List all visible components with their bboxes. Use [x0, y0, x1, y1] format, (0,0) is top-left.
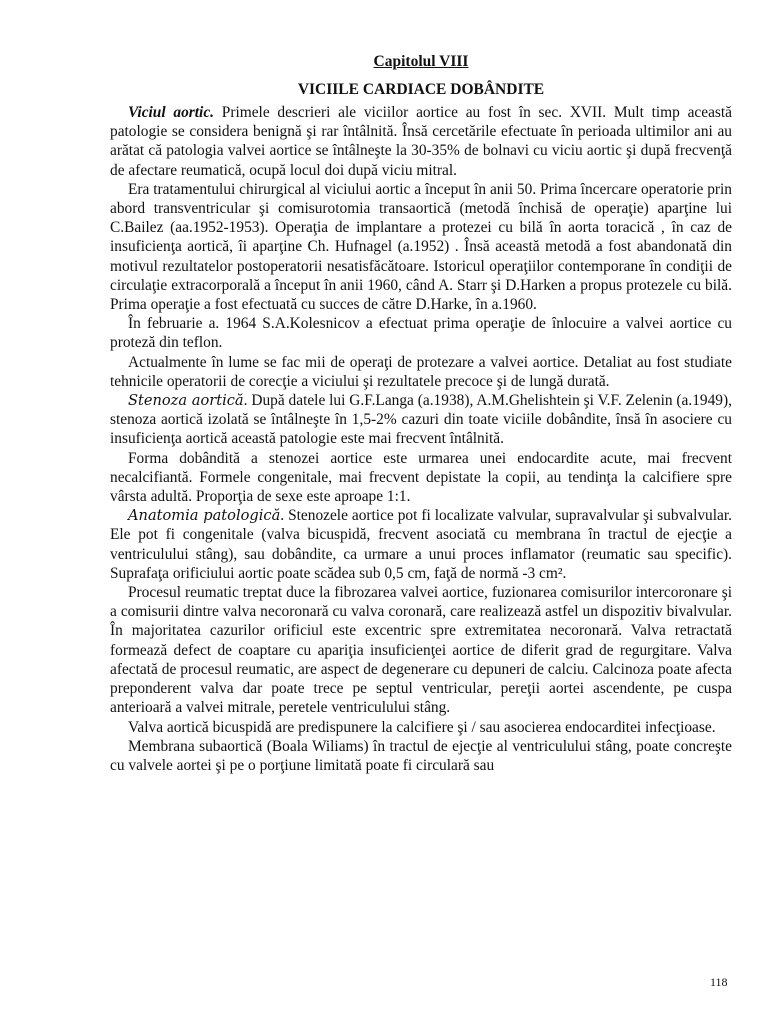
paragraph-lead: Viciul aortic. — [128, 104, 215, 121]
paragraph-subaortic-membrane: Membrana subaortică (Boala Wiliams) în tractul de ejecţie al ventriculului stâng, poate concreşte cu valvele aortei şi pe o porţiune limitată poate fi circulară sau — [110, 737, 732, 774]
paragraph-text: . Stenozele aortice pot fi localizate valvular, supravalvular şi subvalvular. Ele pot fi congenitale (valva bicuspidă, frecvent asociată cu membrana în tractul de ejecţie a ventriculului stâng), sau dobândite, ca urmare a unui proces inflamator (reumatic sau specific). Suprafaţa orificiului aortic poate scădea sub 0,5 cm, faţă de normă -3 cm². — [110, 507, 732, 582]
paragraph-acquired-form: Forma dobândită a stenozei aortice este urmarea unei endocardite acute, mai frecvent necalcifiantă. Formele congenitale, mai frecvent depistate la copii, au tendinţa la calcifiere spre vârsta adultă. Proporţia de sexe este aproape 1:1. — [110, 449, 732, 506]
chapter-heading: Capitolul VIII — [373, 53, 469, 70]
paragraph-rheumatic-process: Procesul reumatic treptat duce la fibrozarea valvei aortice, fuzionarea comisurilor intercoronare şi a comisurii dintre valva necoronară cu valva coronară, care realizează astfel un dispozitiv bivalvular. În majoritatea cazurilor orificiul este excentric spre extremitatea necoronară. Valva retractată formează defect de coaptare cu apariţia insuficienţei aortice de diferit grad de regurgitare. Valva afectată de procesul reumatic, are aspect de degenerare cu depuneri de calciu. Calcinoza poate afecta preponderent valva dar poate trece pe septul ventricular, pereţii aortei ascendente, pe cuspa anterioară a valvei mitrale, peretele ventriculului stâng. — [110, 584, 732, 717]
paragraph-aortic-vice — [110, 103, 732, 180]
paragraph-surgical-history: Era tratamentului chirurgical al viciului aortic a început în anii 50. Prima încercare operatorie prin abord transventricular şi comisurotomia transaortică (metodă închisă de operaţie) aparţine lui C.Bailez (aa.1952-1953). Operaţia de implantare a protezei cu bilă în aorta toracică , în caz de insuficienţa aortică, îi aparţine Ch. Hufnagel (a.1952) . Însă această metodă a fost abandonată din motivul rezultatelor postoperatorii nesatisfăcătoare. Istoricul operaţiilor contemporane în condiţii de circulaţie extracorporală a început în anii 1960, când A. Starr şi D.Harken a propus protezele cu bilă. Prima operaţie a fost efectuată cu succes de către D.Harke, în a.1960. — [110, 180, 732, 314]
paragraph-kolesnicov: În februarie a. 1964 S.A.Kolesnicov a efectuat prima operaţie de înlocuire a valvei aortice cu proteză din teflon. — [110, 315, 732, 352]
page-number: 118 — [710, 975, 728, 989]
paragraph-bicuspid-valve: Valva aortică bicuspidă are predispunere la calcifiere şi / sau asocierea endocarditei infecţioase. — [128, 718, 716, 736]
paragraph-lead: Anatomia patologică — [128, 507, 281, 525]
paragraph-modern-operations: Actualmente în lume se fac mii de operaţi de protezare a valvei aortice. Detaliat au fost studiate tehnicile operatorii de corecţie a viciului şi rezultatele precoce şi de lungă durată. — [110, 353, 732, 390]
paragraph-text: Primele descrieri ale viciilor aortice au fost în sec. XVII. Mult timp această patologie se considera benignă şi rar întâlnită. Însă cercetările efectuate în perioada ultimilor ani au arătat că patologia valvei aortice se întâlneşte la 30-35% de bolnavi cu viciu aortic şi după frecvenţă de afectare reumatică, ocupă locul doi după viciu mitral. — [110, 104, 733, 179]
paragraph-lead: Stenoza aortică — [128, 392, 244, 410]
paragraph-aortic-stenosis — [110, 391, 732, 449]
paragraph-pathologic-anatomy — [110, 506, 732, 583]
paragraph-text: . După datele lui G.F.Langa (a.1938), A.M.Ghelishtein şi V.F. Zelenin (a.1949), stenoza aortică izolată se întâlneşte în 1,5-2% cazuri din toate viciile dobândite, însă în asociere cu insuficienţa aortică această patologie este mai frecvent întâlnită. — [110, 392, 732, 448]
document-page — [110, 48, 732, 775]
page-title: VICIILE CARDIACE DOBÂNDITE — [297, 81, 545, 98]
